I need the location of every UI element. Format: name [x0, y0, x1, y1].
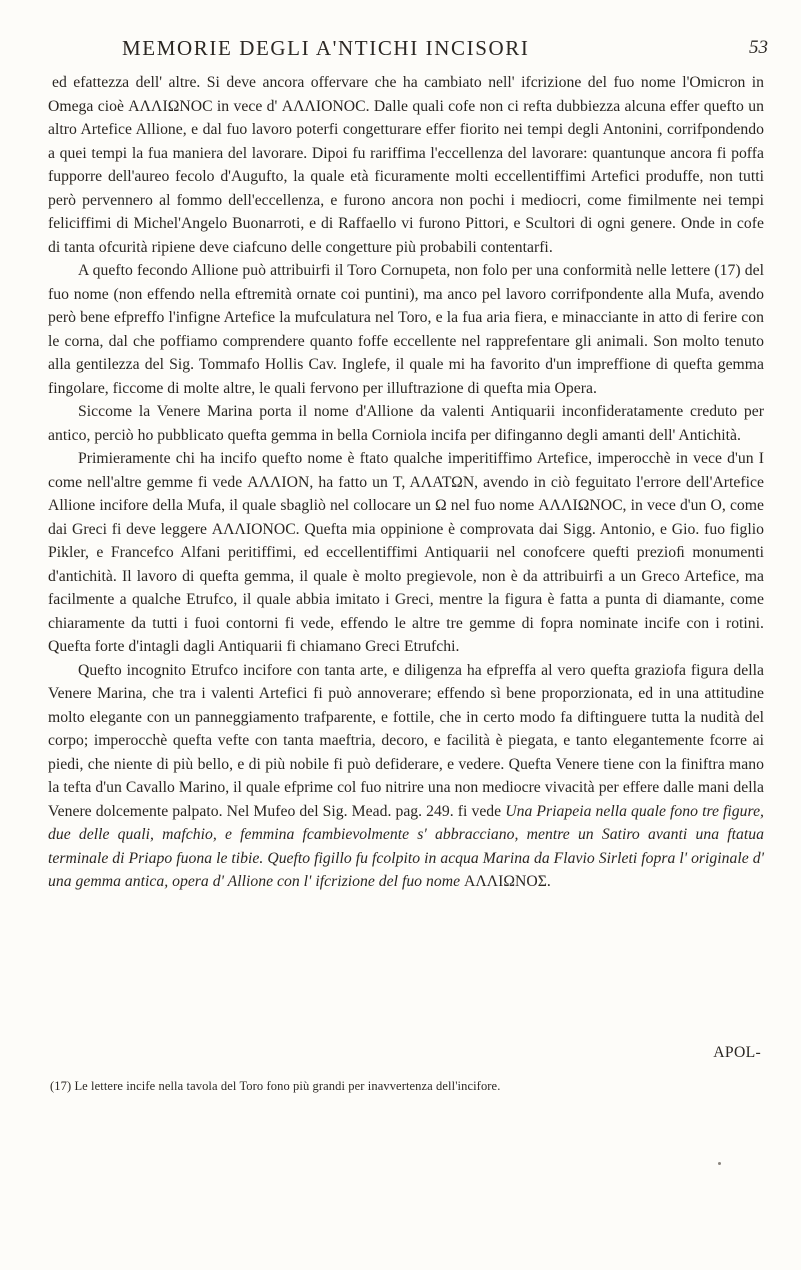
footnote: (17) Le lettere incife nella tavola del Toro fono più grandi per inavvertenza dell'incifore.: [50, 1079, 501, 1093]
text-run: Quefto incognito Etrufco incifore con tanta arte, e diligenza ha efpreffa al vero quefta graziofa figura della Venere Marina, che tra i valenti Artefici fi può annoverare; effendo sì bene proporzionata, ed in una attitudine molto elegante con un panneggiamento trafparente, e fottile, che in certo modo fa diftinguere tutta la nudità del corpo; imperocchè quefta vefte con tanta maeftria, decoro, e facilità è piegata, e tanto elegantemente fcorre ai piedi, che niente di più bello, e di più nobile fi può defiderare, e vedere. Quefta Venere tiene con la finiftra mano la tefta d'un Cavallo Marino, il quale efprime col fuo nitrire una non mediocre vivacità per effere dalle mani della Venere dolcemente palpato. Nel Mufeo del Sig. Mead. pag. 249. fi vede: [48, 661, 764, 820]
italic-text: Una Priapeia nella quale fono tre figure, due delle quali, mafchio, e femmina fcambievolmente s' abbracciano, mentre un Satiro avanti una ftatua terminale di Priapo fuona le tibie. Quefto figillo fu fcolpito in acqua Marina da Flavio Sirleti fopra l' originale d' una gemma antica, opera d' Allione con l' ifcrizione del fuo nome: [48, 802, 764, 890]
text-run: A quefto fecondo Allione può attribuirfi il Toro Cornupeta, non folo per una conformità nelle lettere (17) del fuo nome (non effendo nella eftremità ornate coi puntini), ma anco pel lavoro corrifpondente alla Mufa, avendo però bene efpreffo l'infigne Artefice la mufculatura nel Toro, e la fua aria fiera, e minacciante in atto di ferire con le corna, dal che poffiamo comprendere quanto foffe eccellente nel rapprefentare gli animali. Son molto tenuto alla gentilezza del Sig. Tommafo Hollis Cav. Inglefe, il quale mi ha favorito d'un impreffione di quefta gemma fingolare, ficcome di molte altre, le quali fervono per illuftrazione di quefta mia Opera.: [48, 262, 764, 397]
page-number: 53: [749, 37, 768, 58]
text-run: Siccome la Venere Marina porta il nome d'Allione da valenti Antiquarii inconfideratamente creduto per antico, perciò ho pubblicato quefta gemma in bella Corniola incifa per difinganno degli amanti dell' Antichità.: [48, 403, 764, 444]
print-speck: [718, 1162, 721, 1165]
paragraph: [48, 71, 764, 259]
paragraph: [48, 259, 764, 400]
catchword: APOL-: [713, 1044, 761, 1061]
paragraph: [48, 447, 764, 659]
paragraph: [48, 659, 764, 894]
text-run: ed efattezza dell' altre. Si deve ancora offervare che ha cambiato nell' ifcrizione del fuo nome l'Omicron in Omega cioè ΑΛΛΙΩΝΟC in vece d' ΑΛΛΙΟΝΟC. Dalle quali cofe non ci refta dubbiezza alcuna effer quefto un altro Artefice Allione, e dal fuo lavoro poterfi congetturare effer fiorito nei tempi degli Antonini, corrifpondendo a quei tempi la fua maniera del lavorare. Dipoi fu rariffima l'eccellenza del lavorare: quantunque ancora fi poffa fupporre dell'aureo fecolo d'Augufto, la quale età ficuramente molti eccellentiffimi Artefici produffe, non tutti però pervennero al fommo dell'eccellenza, e furono ancora non pochi i mediocri, come fimilmente nei tempi feliciffimi di Michel'Angelo Buonarroti, e di Raffaello vi furono Pittori, e Scultori di ogni genere. Onde in cofe di tanta ofcurità ripiene deve ciafcuno delle congetture più probabili contentarfi.: [48, 74, 764, 256]
paragraph: [48, 400, 764, 447]
running-head: MEMORIE DEGLI A'NTICHI INCISORI: [122, 36, 530, 60]
text-run: ΑΛΛΙΩΝΟΣ.: [460, 873, 551, 890]
body-text: [48, 71, 764, 894]
page-header: [52, 36, 772, 68]
text-run: Primieramente chi ha incifo quefto nome è ftato qualche imperitiffimo Artefice, imperocchè in vece d'un I come nell'altre gemme fi vede ΑΛΛΙΟΝ, ha fatto un Τ, ΑΛΑΤΩΝ, avendo in ciò feguitato l'errore dell'Artefice Allione incifore della Mufa, il quale sbagliò nel collocare un Ω nel fuo nome ΑΛΛΙΩΝΟC, in vece d'un Ο, come dai Greci fi deve leggere ΑΛΛΙΟΝΟC. Quefta mia oppinione è comprovata dai Sigg. Antonio, e Gio. fuo figlio Pikler, e Francefco Alfani peritiffimi, ed eccellentiffimi Antiquarii nel conofcere quefti prezioﬁ monumenti d'antichità. Il lavoro di quefta gemma, il quale è molto pregievole, non è da attribuirfi a un Greco Artefice, ma facilmente a qualche Etrufco, il quale abbia imitato i Greci, mentre la figura è fatta a punta di diamante, come chiaramente da tutti i fuoi contorni fi vede, effendo le altre tre gemme di fopra nominate incife con i rotini. Quefta forte d'intagli dagli Antiquarii fi chiamano Greci Etrufchi.: [48, 450, 764, 655]
